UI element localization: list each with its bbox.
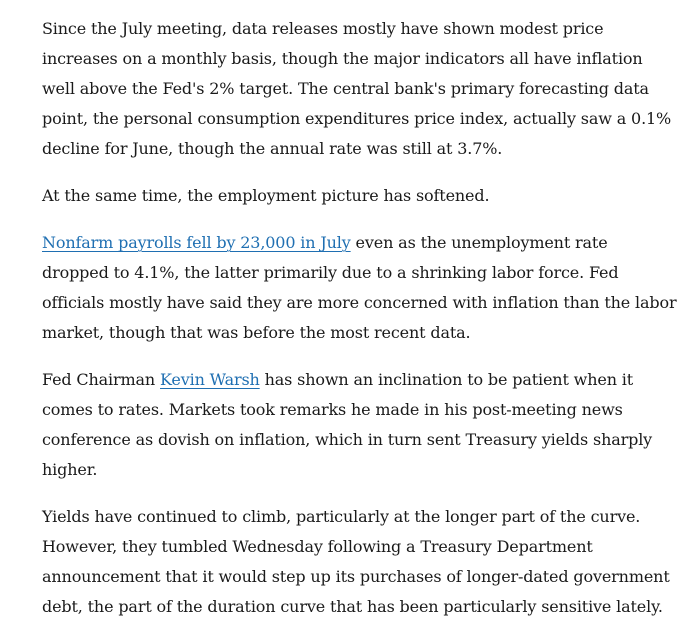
text-line [42, 228, 662, 258]
link-nonfarm-payrolls[interactable]: Nonfarm payrolls fell by 23,000 in July [42, 233, 351, 252]
paragraph-employment [42, 181, 662, 211]
text-line: debt, the part of the duration curve that has been particularly sensitive lately. [42, 597, 663, 616]
text-line: point, the personal consumption expenditures price index, actually saw a 0.1% [42, 109, 672, 128]
text-line: comes to rates. Markets took remarks he made in his post-meeting news [42, 400, 623, 419]
text-line: officials mostly have said they are more concerned with inflation than the labor [42, 293, 677, 312]
text-line: announcement that it would step up its purchases of longer-dated government [42, 567, 670, 586]
text-line [42, 365, 662, 395]
text-line: increases on a monthly basis, though the major indicators all have inflation [42, 49, 643, 68]
link-kevin-warsh[interactable]: Kevin Warsh [160, 370, 260, 389]
paragraph-yields [42, 502, 670, 622]
text-fragment: has shown an inclination to be patient when it [259, 370, 634, 389]
paragraph-july-meeting [42, 14, 672, 164]
text-line: Since the July meeting, data releases mostly have shown modest price [42, 19, 604, 38]
text-line: decline for June, though the annual rate was still at 3.7%. [42, 139, 503, 158]
text-fragment: even as the unemployment rate [350, 233, 608, 252]
text-line: However, they tumbled Wednesday following a Treasury Department [42, 537, 593, 556]
paragraph-payrolls [42, 228, 677, 348]
text-line: conference as dovish on inflation, which in turn sent Treasury yields sharply [42, 430, 653, 449]
text-line: At the same time, the employment picture has softened. [42, 186, 490, 205]
text-line: higher. [42, 460, 98, 479]
text-line: Yields have continued to climb, particularly at the longer part of the curve. [42, 507, 641, 526]
paragraph-fed-chairman [42, 365, 662, 485]
text-fragment: Fed Chairman [42, 370, 161, 389]
text-line: market, though that was before the most recent data. [42, 323, 471, 342]
text-line: dropped to 4.1%, the latter primarily due to a shrinking labor force. Fed [42, 263, 619, 282]
text-line: well above the Fed's 2% target. The central bank's primary forecasting data [42, 79, 649, 98]
